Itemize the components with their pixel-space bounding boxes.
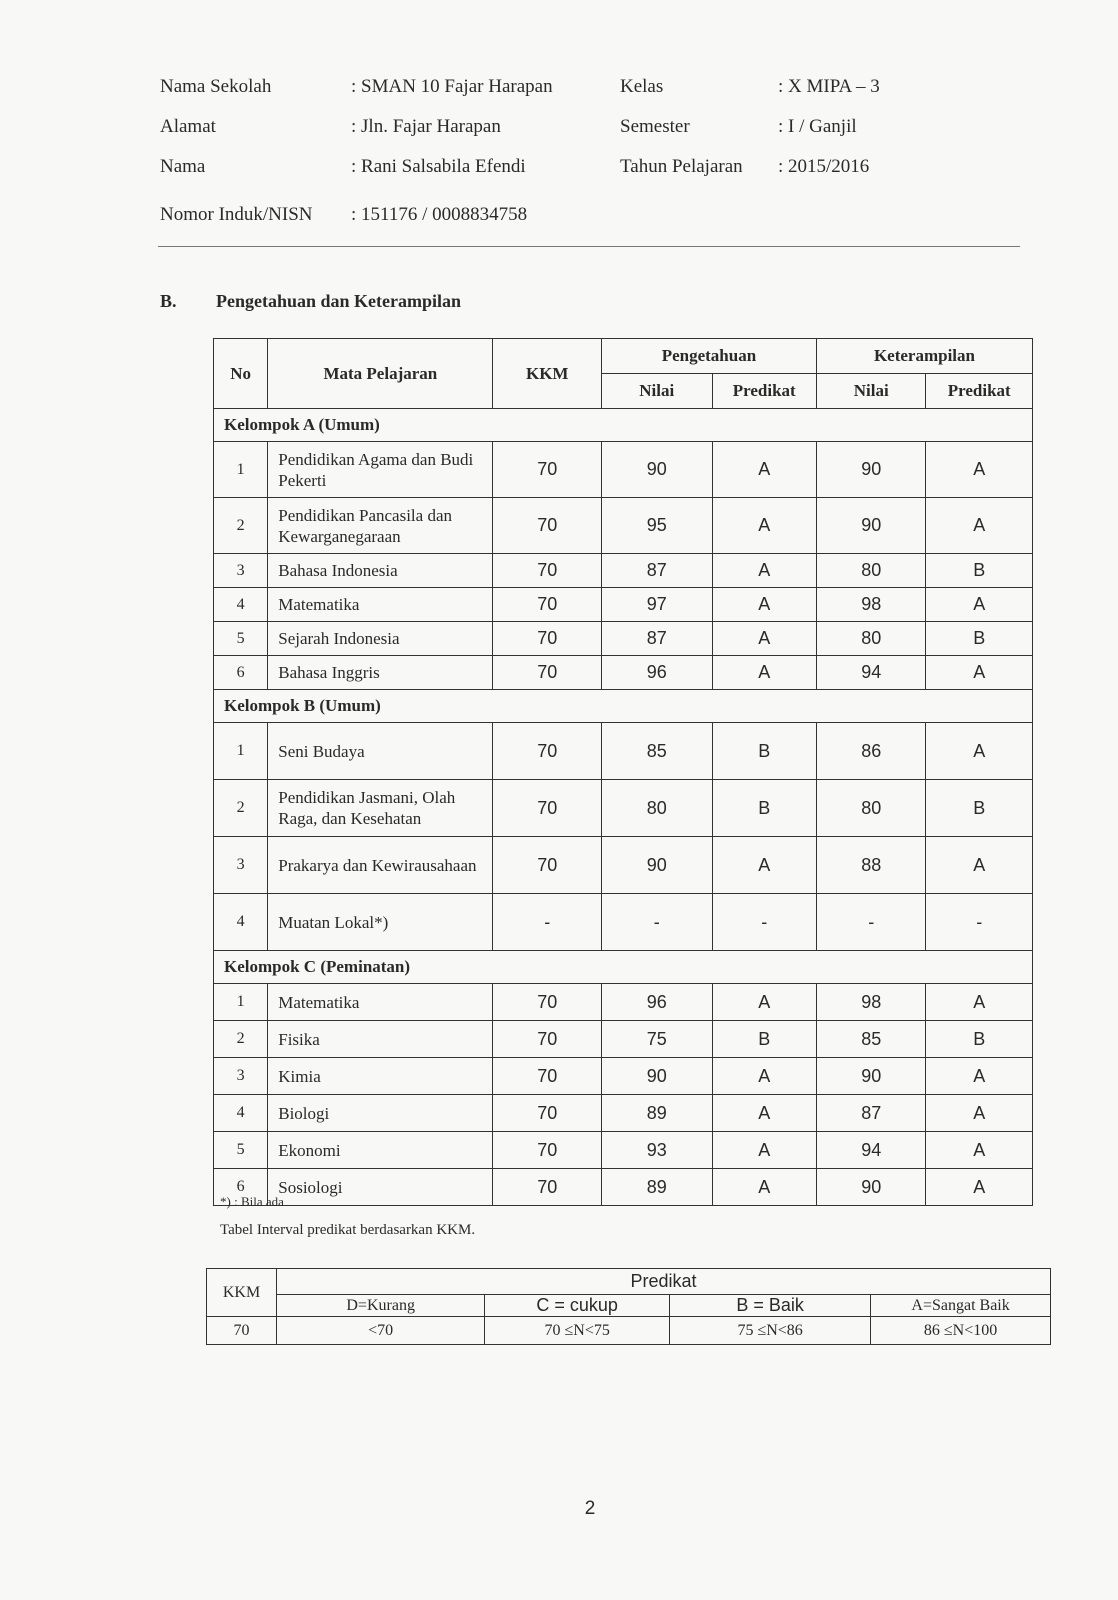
row-keterampilan-predikat: A <box>926 656 1033 690</box>
row-no: 1 <box>214 984 268 1021</box>
row-pengetahuan-nilai: - <box>601 894 712 951</box>
row-keterampilan-predikat: A <box>926 1095 1033 1132</box>
group-row <box>214 690 1033 723</box>
row-keterampilan-nilai: 90 <box>816 442 926 498</box>
row-pengetahuan-predikat: A <box>712 442 816 498</box>
table-row <box>214 588 1033 622</box>
row-pengetahuan-predikat: A <box>712 622 816 656</box>
row-pengetahuan-nilai: 75 <box>601 1021 712 1058</box>
row-no: 5 <box>214 1132 268 1169</box>
row-pengetahuan-nilai: 87 <box>601 622 712 656</box>
row-subject: Sejarah Indonesia <box>268 622 493 656</box>
interval-table <box>206 1268 1051 1345</box>
header-k-predikat: Predikat <box>926 374 1033 409</box>
row-keterampilan-nilai: - <box>816 894 926 951</box>
row-keterampilan-nilai: 94 <box>816 656 926 690</box>
row-no: 2 <box>214 780 268 837</box>
row-kkm: 70 <box>493 1095 602 1132</box>
row-kkm: 70 <box>493 1132 602 1169</box>
row-kkm: 70 <box>493 656 602 690</box>
row-pengetahuan-predikat: A <box>712 656 816 690</box>
info-label: Nomor Induk/NISN <box>160 204 313 225</box>
header-p-predikat: Predikat <box>712 374 816 409</box>
info-value: : 151176 / 0008834758 <box>351 204 528 225</box>
row-subject: Bahasa Inggris <box>268 656 493 690</box>
row-keterampilan-nilai: 87 <box>816 1095 926 1132</box>
row-no: 2 <box>214 1021 268 1058</box>
row-kkm: 70 <box>493 1169 602 1206</box>
row-keterampilan-predikat: A <box>926 442 1033 498</box>
footnote: *) : Bila ada <box>220 1194 284 1209</box>
table-row <box>214 554 1033 588</box>
row-subject: Matematika <box>268 984 493 1021</box>
table-row <box>214 984 1033 1021</box>
row-pengetahuan-predikat: A <box>712 498 816 554</box>
divider <box>158 246 1020 247</box>
row-kkm: 70 <box>493 1021 602 1058</box>
row-pengetahuan-predikat: A <box>712 837 816 894</box>
row-subject: Pendidikan Pancasila dan Kewarganegaraan <box>268 498 493 554</box>
row-keterampilan-predikat: B <box>926 622 1033 656</box>
row-kkm: 70 <box>493 723 602 780</box>
interval-range-d: <70 <box>277 1317 485 1345</box>
table-row <box>214 780 1033 837</box>
table-row <box>214 1169 1033 1206</box>
row-pengetahuan-predikat: A <box>712 1095 816 1132</box>
interval-predikat-header: Predikat <box>277 1269 1051 1295</box>
grades-body <box>214 409 1033 1206</box>
row-subject: Ekonomi <box>268 1132 493 1169</box>
row-subject: Sosiologi <box>268 1169 493 1206</box>
row-kkm: 70 <box>493 1058 602 1095</box>
row-keterampilan-predikat: B <box>926 780 1033 837</box>
row-subject: Pendidikan Agama dan Budi Pekerti <box>268 442 493 498</box>
row-pengetahuan-predikat: A <box>712 1132 816 1169</box>
row-subject: Bahasa Indonesia <box>268 554 493 588</box>
table-row <box>214 837 1033 894</box>
row-pengetahuan-nilai: 90 <box>601 837 712 894</box>
row-pengetahuan-nilai: 96 <box>601 656 712 690</box>
row-keterampilan-nilai: 90 <box>816 498 926 554</box>
interval-range-b: 75 ≤N<86 <box>670 1317 871 1345</box>
table-row <box>214 1095 1033 1132</box>
row-subject: Fisika <box>268 1021 493 1058</box>
row-kkm: 70 <box>493 498 602 554</box>
grades-table <box>213 338 1033 1206</box>
row-pengetahuan-nilai: 95 <box>601 498 712 554</box>
row-pengetahuan-predikat: B <box>712 780 816 837</box>
info-label: Kelas <box>620 76 664 97</box>
row-keterampilan-nilai: 86 <box>816 723 926 780</box>
row-pengetahuan-nilai: 90 <box>601 442 712 498</box>
row-keterampilan-predikat: A <box>926 984 1033 1021</box>
table-row <box>214 622 1033 656</box>
row-keterampilan-nilai: 88 <box>816 837 926 894</box>
row-keterampilan-nilai: 90 <box>816 1058 926 1095</box>
row-pengetahuan-nilai: 89 <box>601 1095 712 1132</box>
row-pengetahuan-nilai: 93 <box>601 1132 712 1169</box>
info-label: Alamat <box>160 116 216 137</box>
row-no: 6 <box>214 656 268 690</box>
header-subject: Mata Pelajaran <box>268 339 493 409</box>
group-row <box>214 409 1033 442</box>
interval-grade-b: B = Baik <box>670 1295 871 1317</box>
interval-grade-a: A=Sangat Baik <box>871 1295 1051 1317</box>
interval-caption: Tabel Interval predikat berdasarkan KKM. <box>220 1222 476 1238</box>
row-keterampilan-nilai: 98 <box>816 984 926 1021</box>
info-value: : 2015/2016 <box>778 156 870 177</box>
row-kkm: 70 <box>493 442 602 498</box>
header-keterampilan: Keterampilan <box>816 339 1032 374</box>
row-kkm: 70 <box>493 780 602 837</box>
row-pengetahuan-predikat: A <box>712 1058 816 1095</box>
row-subject: Pendidikan Jasmani, Olah Raga, dan Kesehatan <box>268 780 493 837</box>
row-pengetahuan-nilai: 80 <box>601 780 712 837</box>
group-title: Kelompok A (Umum) <box>214 409 1033 442</box>
interval-range-a: 86 ≤N<100 <box>871 1317 1051 1345</box>
row-keterampilan-nilai: 80 <box>816 554 926 588</box>
header-p-nilai: Nilai <box>601 374 712 409</box>
table-row <box>214 1021 1033 1058</box>
interval-kkm-header: KKM <box>207 1269 277 1317</box>
header-k-nilai: Nilai <box>816 374 926 409</box>
info-value: : SMAN 10 Fajar Harapan <box>351 76 553 97</box>
row-pengetahuan-nilai: 85 <box>601 723 712 780</box>
row-kkm: 70 <box>493 622 602 656</box>
table-row <box>214 723 1033 780</box>
group-row <box>214 951 1033 984</box>
row-keterampilan-nilai: 80 <box>816 622 926 656</box>
table-row <box>214 1132 1033 1169</box>
table-row <box>214 498 1033 554</box>
row-pengetahuan-nilai: 96 <box>601 984 712 1021</box>
row-keterampilan-predikat: A <box>926 498 1033 554</box>
row-no: 4 <box>214 1095 268 1132</box>
group-title: Kelompok C (Peminatan) <box>214 951 1033 984</box>
page-number: 2 <box>584 1498 596 1519</box>
row-keterampilan-predikat: A <box>926 837 1033 894</box>
row-keterampilan-predikat: B <box>926 1021 1033 1058</box>
header-pengetahuan: Pengetahuan <box>601 339 816 374</box>
row-keterampilan-predikat: A <box>926 588 1033 622</box>
row-pengetahuan-predikat: A <box>712 984 816 1021</box>
row-kkm: 70 <box>493 588 602 622</box>
row-no: 3 <box>214 837 268 894</box>
interval-kkm-value: 70 <box>207 1317 277 1345</box>
row-keterampilan-predikat: A <box>926 1058 1033 1095</box>
row-pengetahuan-nilai: 90 <box>601 1058 712 1095</box>
table-row <box>214 442 1033 498</box>
group-title: Kelompok B (Umum) <box>214 690 1033 723</box>
row-pengetahuan-predikat: A <box>712 1169 816 1206</box>
interval-grade-c: C = cukup <box>485 1295 670 1317</box>
row-no: 1 <box>214 723 268 780</box>
info-label: Tahun Pelajaran <box>620 156 743 177</box>
row-subject: Matematika <box>268 588 493 622</box>
row-no: 3 <box>214 554 268 588</box>
info-value: : Rani Salsabila Efendi <box>351 156 526 177</box>
row-no: 2 <box>214 498 268 554</box>
row-keterampilan-predikat: A <box>926 1132 1033 1169</box>
table-row <box>214 656 1033 690</box>
row-keterampilan-nilai: 85 <box>816 1021 926 1058</box>
section-heading <box>160 291 462 312</box>
row-pengetahuan-nilai: 97 <box>601 588 712 622</box>
row-keterampilan-nilai: 98 <box>816 588 926 622</box>
row-pengetahuan-predikat: B <box>712 1021 816 1058</box>
row-pengetahuan-nilai: 87 <box>601 554 712 588</box>
row-keterampilan-predikat: B <box>926 554 1033 588</box>
row-no: 6 <box>214 1169 268 1206</box>
row-keterampilan-predikat: A <box>926 723 1033 780</box>
row-keterampilan-nilai: 94 <box>816 1132 926 1169</box>
row-kkm: - <box>493 894 602 951</box>
row-pengetahuan-predikat: A <box>712 554 816 588</box>
info-label: Nama Sekolah <box>160 76 272 97</box>
info-label: Nama <box>160 156 206 177</box>
interval-grade-d: D=Kurang <box>277 1295 485 1317</box>
section-title: Pengetahuan dan Keterampilan <box>216 291 462 311</box>
row-keterampilan-predikat: A <box>926 1169 1033 1206</box>
row-no: 4 <box>214 588 268 622</box>
info-label: Semester <box>620 116 690 137</box>
row-pengetahuan-predikat: A <box>712 588 816 622</box>
row-keterampilan-nilai: 90 <box>816 1169 926 1206</box>
row-pengetahuan-predikat: - <box>712 894 816 951</box>
row-subject: Seni Budaya <box>268 723 493 780</box>
row-kkm: 70 <box>493 837 602 894</box>
row-no: 3 <box>214 1058 268 1095</box>
header-no: No <box>214 339 268 409</box>
interval-range-c: 70 ≤N<75 <box>485 1317 670 1345</box>
row-keterampilan-nilai: 80 <box>816 780 926 837</box>
row-subject: Biologi <box>268 1095 493 1132</box>
row-pengetahuan-nilai: 89 <box>601 1169 712 1206</box>
row-no: 4 <box>214 894 268 951</box>
row-keterampilan-predikat: - <box>926 894 1033 951</box>
table-row <box>214 1058 1033 1095</box>
row-no: 1 <box>214 442 268 498</box>
section-letter: B. <box>160 291 177 311</box>
table-row <box>214 894 1033 951</box>
info-value: : X MIPA – 3 <box>778 76 880 97</box>
row-subject: Prakarya dan Kewirausahaan <box>268 837 493 894</box>
header-kkm: KKM <box>493 339 602 409</box>
row-no: 5 <box>214 622 268 656</box>
row-kkm: 70 <box>493 984 602 1021</box>
info-value: : Jln. Fajar Harapan <box>351 116 501 137</box>
row-subject: Kimia <box>268 1058 493 1095</box>
row-kkm: 70 <box>493 554 602 588</box>
row-subject: Muatan Lokal*) <box>268 894 493 951</box>
info-value: : I / Ganjil <box>778 116 857 137</box>
row-pengetahuan-predikat: B <box>712 723 816 780</box>
